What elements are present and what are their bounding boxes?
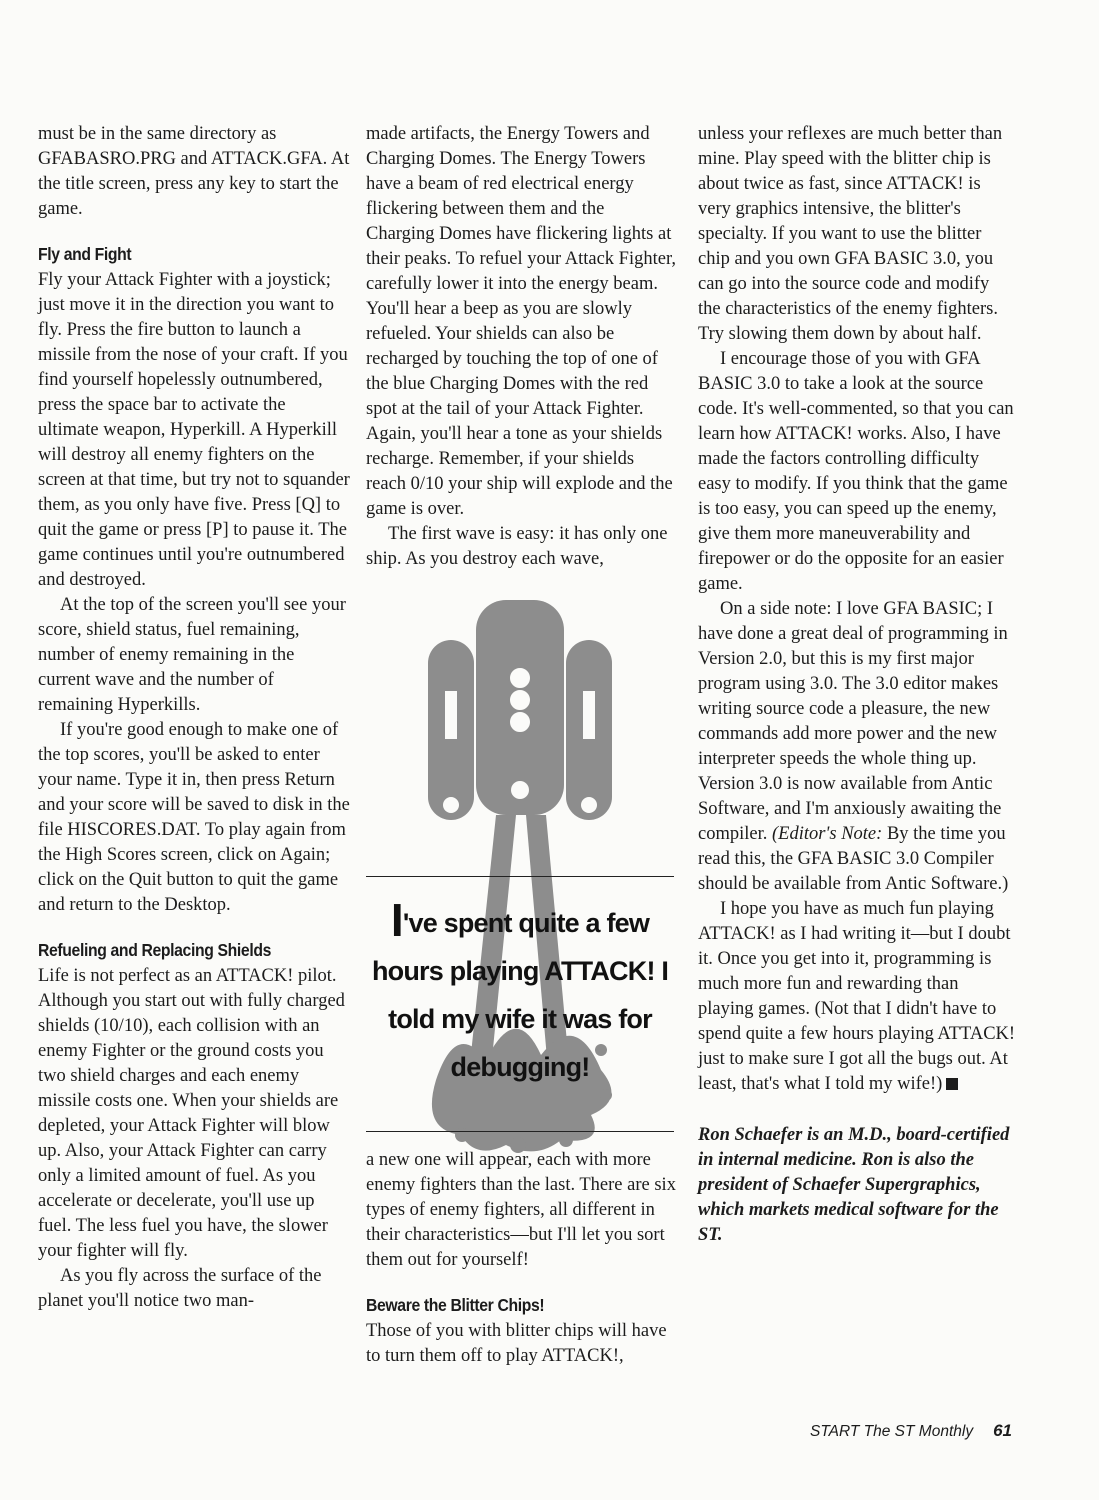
- pull-quote-rule-bottom: [366, 1131, 674, 1132]
- page-footer: [790, 1421, 1012, 1441]
- pull-quote-text: 've spent quite a few hours playing ATTACK! I told my wife it was for debugging!: [371, 908, 669, 1082]
- column-middle: [366, 122, 676, 572]
- section-heading: Beware the Blitter Chips!: [366, 1295, 545, 1315]
- paragraph: unless your reflexes are much better than mine. Play speed with the blitter chip is about twice as fast, since ATTACK! is very graphics intensive, the blitter's specialty. If you want to use the blitter chip and you own GFA BASIC 3.0, you can go into the source code and modify the characteristics of the enemy fighters. Try slowing them down by about half.: [698, 124, 1003, 344]
- paragraph: I encourage those of you with GFA BASIC 3.0 to take a look at the source code. It's well-commented, so that you can learn how ATTACK! works. Also, I have made the factors controlling difficulty easy to modify. If you think that the game is too easy, you can speed up the enemy, give them more maneuverability and firepower or do the opposite for an easier game.: [698, 349, 1014, 594]
- column-right: [698, 122, 1016, 1248]
- paragraph: Life is not perfect as an ATTACK! pilot. Although you start out with fully charged shields (10/10), each collision with an enemy Fighter or the ground costs you two shield charges and each enemy missile costs one. When your shields are depleted, your Attack Fighter will blow up. Also, your Attack Fighter can carry only a limited amount of fuel. As you accelerate or decelerate, you'll use up fuel. The less fuel you have, the slower your fighter will fly.: [38, 966, 345, 1261]
- author-bio: Ron Schaefer is an M.D., board-certified in internal medicine. Ron is also the president of Schaefer Supergraphics, which markets medical software for the ST.: [698, 1125, 1010, 1245]
- paragraph-text: On a side note: I love GFA BASIC; I have done a great deal of programming in Version 2.0, but this is my first major program using 3.0. The 3.0 editor makes writing source code a pleasure, the new commands add more power and the new interpreter speeds the whole thing up. Version 3.0 is now available from Antic Software, and I'm anxiously awaiting the compiler.: [698, 599, 1008, 844]
- section-heading: Refueling and Replacing Shields: [38, 940, 272, 960]
- paragraph: [698, 597, 1016, 897]
- pull-quote-rule-top: [366, 876, 674, 877]
- paragraph: Fly your Attack Fighter with a joystick; just move it in the direction you want to fly. Press the fire button to launch a missile from the nose of your craft. If you find yourself hopelessly outnumbered, press the space bar to activate the ultimate weapon, Hyperkill. A Hyperkill will destroy all enemy fighters on the screen at that time, but try not to squander them, as you only have five. Press [Q] to quit the game or press [P] to pause it. The game continues until you're outnumbered and destroyed.: [38, 270, 350, 590]
- paragraph: must be in the same directory as GFABASRO.PRG and ATTACK.GFA. At the title screen, press any key to start the game.: [38, 124, 350, 219]
- paragraph: a new one will appear, each with more enemy fighters than the last. There are six types of enemy fighters, all different in their characteristics—but I'll let you sort them out for yourself!: [366, 1150, 676, 1270]
- paragraph-text: By the time you read this, the GFA BASIC 3.0 Compiler should be available from Antic Software.): [698, 824, 1009, 894]
- paragraph: The first wave is easy: it has only one ship. As you destroy each wave,: [366, 524, 668, 569]
- paragraph: [698, 897, 1016, 1097]
- paragraph-text: I hope you have as much fun playing ATTACK! as I had writing it—but I doubt it. Once you get into it, programming is much more fun and rewarding than playing games. (Not that I didn't have to spend quite a few hours playing ATTACK! just to make sure I got all the bugs out. At least, that's what I told my wife!): [698, 899, 1016, 1094]
- paragraph: As you fly across the surface of the planet you'll notice two man-: [38, 1266, 322, 1311]
- paragraph: made artifacts, the Energy Towers and Charging Domes. The Energy Towers have a beam of red electrical energy flickering between them and the Charging Domes have flickering lights at their peaks. To refuel your Attack Fighter, carefully lower it into the energy beam. You'll hear a beep as you are slowly refueled. Your shields can also be recharged by touching the top of one of the blue Charging Domes with the red spot at the tail of your Attack Fighter. Again, you'll hear a tone as your shields recharge. Remember, if your shields reach 0/10 your ship will explode and the game is over.: [366, 124, 676, 519]
- pull-quote: [366, 896, 674, 1091]
- column-middle-lower: [366, 1148, 676, 1369]
- paragraph: At the top of the screen you'll see your score, shield status, fuel remaining, number of enemy remaining in the current wave and the number of remaining Hyperkills.: [38, 595, 346, 715]
- section-heading: Fly and Fight: [38, 244, 132, 264]
- pull-quote-initial: I: [390, 894, 403, 946]
- page-number: 61: [993, 1421, 1012, 1440]
- paragraph: If you're good enough to make one of the top scores, you'll be asked to enter your name. Type it in, then press Return and your score will be saved to disk in the file HISCORES.DAT. To play again from the High Scores screen, click on Again; click on the Quit button to quit the game and return to the Desktop.: [38, 720, 350, 915]
- editors-note-label: (Editor's Note:: [771, 824, 883, 844]
- column-left: [38, 122, 350, 1314]
- end-mark-icon: [946, 1078, 958, 1090]
- paragraph: Those of you with blitter chips will have to turn them off to play ATTACK!,: [366, 1321, 667, 1366]
- magazine-name: START The ST Monthly: [809, 1423, 974, 1440]
